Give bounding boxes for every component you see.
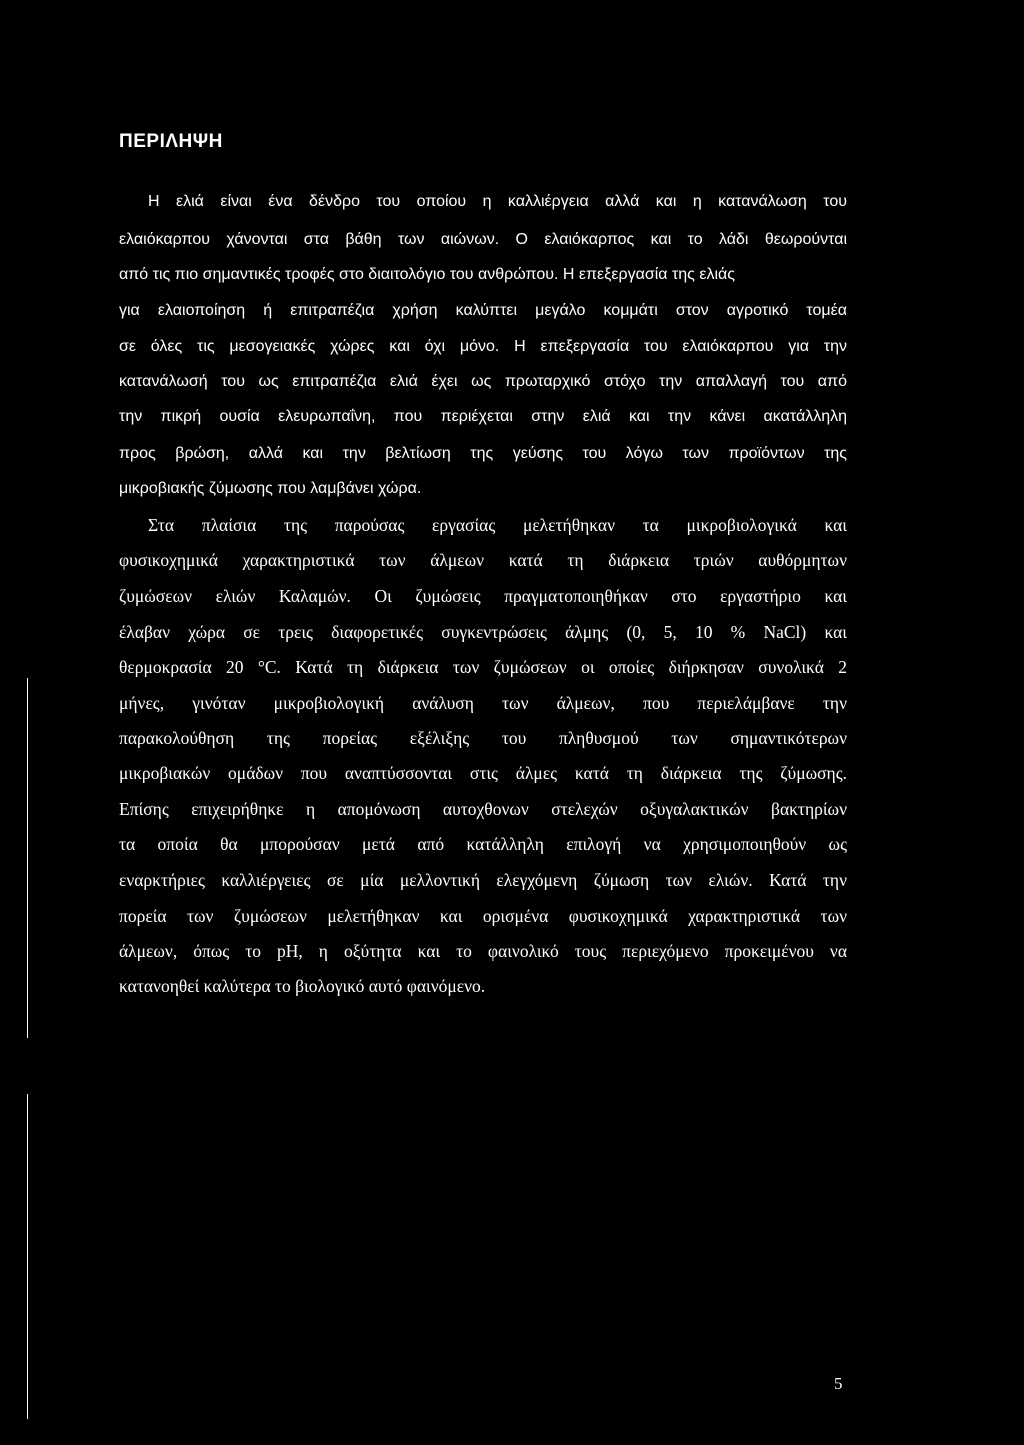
text-line: μικροβιακής ζύμωσης που λαμβάνει χώρα. [119, 480, 422, 497]
text-line: σε όλες τις μεσογειακές χώρες και όχι μόνο. Η επεξεργασία του ελαιόκαρπου για την [119, 338, 847, 355]
text-line: φυσικοχημικά χαρακτηριστικά των άλμεων κατά τη διάρκεια τριών αυθόρμητων [119, 550, 847, 570]
text-line: από τις πιο σημαντικές τροφές στο διαιτολόγιο του ανθρώπου. Η επεξεργασία της ελιάς [119, 266, 735, 283]
text-line: την πικρή ουσία ελευρωπαΐνη, που περιέχεται στην ελιά και την κάνει ακατάλληλη [119, 408, 847, 425]
scan-edge-line [27, 1094, 28, 1419]
text-line: μήνες, γινόταν μικροβιολογική ανάλυση των άλμεων, που περιελάμβανε την [119, 693, 847, 713]
text-line: κατανάλωσή του ως επιτραπέζια ελιά έχει ως πρωταρχικό στόχο την απαλλαγή του από [119, 373, 847, 390]
text-line: ζυμώσεων ελιών Καλαμών. Οι ζυμώσεις πραγματοποιηθήκαν στο εργαστήριο και [119, 586, 847, 606]
text-line: για ελαιοποίηση ή επιτραπέζια χρήση καλύπτει μεγάλο κομμάτι στον αγροτικό τομέα [119, 302, 847, 319]
section-heading: ΠΕΡΙΛΗΨΗ [119, 131, 223, 152]
scan-edge-line [27, 678, 28, 1038]
text-line: ελαιόκαρπου χάνονται στα βάθη των αιώνων. Ο ελαιόκαρπος και το λάδι θεωρούνται [119, 231, 847, 248]
text-line: εναρκτήριες καλλιέργειες σε μία μελλοντική ελεγχόμενη ζύμωση των ελιών. Κατά την [119, 870, 847, 890]
text-line: Η ελιά είναι ένα δένδρο του οποίου η καλλιέργεια αλλά και η κατανάλωση του [148, 193, 847, 210]
text-line: πορεία των ζυμώσεων μελετήθηκαν και ορισμένα φυσικοχημικά χαρακτηριστικά των [119, 906, 847, 926]
text-line: Επίσης επιχειρήθηκε η απομόνωση αυτοχθονων στελεχών οξυγαλακτικών βακτηρίων [119, 799, 847, 819]
text-line: μικροβιακών ομάδων που αναπτύσσονται στις άλμες κατά τη διάρκεια της ζύμωσης. [119, 763, 847, 783]
text-line: παρακολούθηση της πορείας εξέλιξης του πληθυσμού των σημαντικότερων [119, 728, 847, 748]
text-line: Στα πλαίσια της παρούσας εργασίας μελετήθηκαν τα μικροβιολογικά και [148, 515, 847, 535]
text-line: προς βρώση, αλλά και την βελτίωση της γεύσης του λόγω των προϊόντων της [119, 445, 847, 462]
text-line: τα οποία θα μπορούσαν μετά από κατάλληλη επιλογή να χρησιμοποιηθούν ως [119, 834, 847, 854]
text-line: άλμεων, όπως το pH, η οξύτητα και το φαινολικό τους περιεχόμενο προκειμένου να [119, 941, 847, 961]
text-line: κατανοηθεί καλύτερα το βιολογικό αυτό φαινόμενο. [119, 976, 486, 996]
text-line: έλαβαν χώρα σε τρεις διαφορετικές συγκεντρώσεις άλμης (0, 5, 10 % NaCl) και [119, 622, 847, 642]
page-number: 5 [834, 1374, 843, 1393]
text-line: θερμοκρασία 20 °C. Κατά τη διάρκεια των ζυμώσεων οι οποίες διήρκησαν συνολικά 2 [119, 657, 847, 677]
